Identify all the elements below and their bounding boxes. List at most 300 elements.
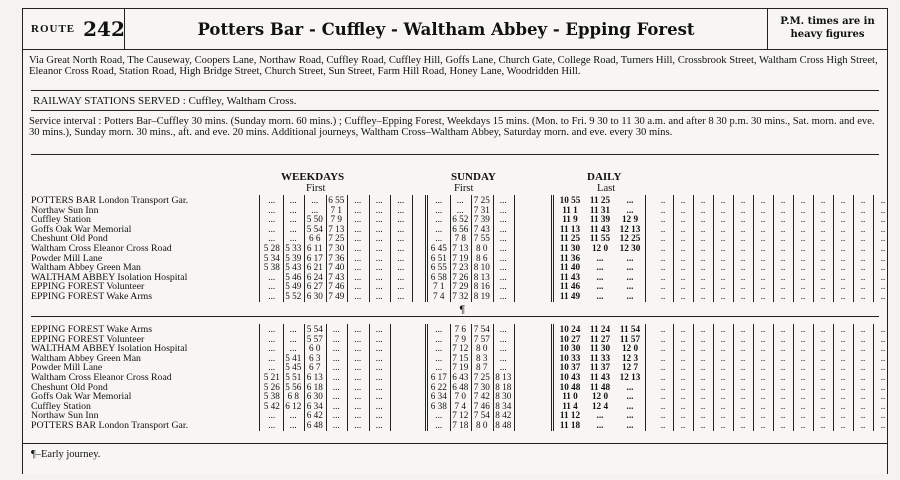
- empty-cell: ..: [740, 333, 746, 344]
- empty-cell: ..: [780, 391, 786, 402]
- column-rule: [493, 324, 494, 431]
- empty-cell: ..: [680, 352, 686, 363]
- time-cell: 7 23: [452, 262, 469, 273]
- time-cell: 6 55: [430, 262, 447, 273]
- time-cell: ...: [354, 252, 362, 263]
- empty-cell: ..: [740, 362, 746, 373]
- time-cell: ...: [435, 420, 443, 430]
- stop-name: Powder Mill Lane: [31, 363, 103, 373]
- time-cell: 6 17: [430, 372, 447, 382]
- time-cell: 12 0: [621, 343, 639, 354]
- empty-cell: ..: [660, 281, 666, 292]
- empty-cell: ..: [700, 410, 706, 421]
- stop-name: Goffs Oak War Memorial: [31, 224, 132, 235]
- empty-cell: ..: [740, 324, 746, 334]
- empty-cell: ..: [740, 223, 746, 234]
- column-rule: [514, 324, 515, 431]
- time-cell: ...: [397, 195, 405, 205]
- time-cell: ...: [268, 420, 276, 430]
- stop-name: WALTHAM ABBEY Isolation Hospital: [31, 344, 188, 354]
- empty-cell: ..: [880, 281, 886, 292]
- empty-cell: ..: [720, 281, 726, 292]
- time-cell: 7 39: [473, 214, 490, 225]
- time-cell: ...: [375, 252, 383, 263]
- column-rule: [733, 324, 734, 431]
- time-cell: ...: [375, 243, 383, 253]
- time-cell: 11 43: [559, 271, 581, 282]
- time-cell: 6 56: [452, 223, 469, 234]
- empty-cell: ..: [820, 252, 826, 263]
- column-rule: [304, 195, 305, 302]
- time-cell: 7 25: [473, 195, 490, 205]
- time-cell: 11 4: [562, 400, 578, 411]
- time-cell: ...: [456, 195, 464, 205]
- empty-cell: ..: [660, 262, 666, 273]
- time-cell: ...: [626, 391, 634, 402]
- empty-cell: ..: [820, 262, 826, 273]
- time-cell: 7 30: [328, 243, 345, 253]
- stop-name: EPPING FOREST Volunteer: [31, 282, 145, 292]
- column-rule: [733, 195, 734, 302]
- empty-cell: ..: [820, 381, 826, 392]
- column-rule: [673, 195, 674, 302]
- time-cell: 7 4: [433, 291, 445, 301]
- time-cell: 8 19: [473, 291, 490, 301]
- divider: [31, 316, 879, 317]
- empty-cell: ..: [840, 391, 846, 402]
- empty-cell: ..: [760, 420, 766, 430]
- time-cell: 8 42: [495, 410, 512, 421]
- time-cell: 7 32: [452, 291, 469, 301]
- empty-cell: ..: [820, 271, 826, 282]
- empty-cell: ..: [740, 352, 746, 363]
- empty-cell: ..: [740, 214, 746, 225]
- time-cell: 7 43: [473, 223, 490, 234]
- time-cell: 7 54: [473, 410, 490, 421]
- empty-cell: ..: [860, 271, 866, 282]
- empty-cell: ..: [680, 195, 686, 205]
- time-cell: ...: [499, 324, 507, 334]
- time-cell: ...: [268, 410, 276, 421]
- time-cell: 5 51: [285, 372, 302, 382]
- column-rule: [793, 324, 794, 431]
- time-cell: ...: [289, 324, 297, 334]
- empty-cell: ..: [700, 343, 706, 354]
- empty-cell: ..: [860, 333, 866, 344]
- empty-cell: ..: [840, 291, 846, 301]
- empty-cell: ..: [860, 214, 866, 225]
- time-cell: 5 46: [285, 271, 302, 282]
- time-cell: 11 13: [559, 223, 581, 234]
- time-cell: ...: [375, 291, 383, 301]
- empty-cell: ..: [780, 343, 786, 354]
- time-cell: ...: [375, 233, 383, 244]
- time-cell: ...: [596, 262, 604, 273]
- empty-cell: ..: [840, 324, 846, 334]
- empty-cell: ..: [880, 420, 886, 430]
- time-cell: 5 39: [285, 252, 302, 263]
- time-cell: ...: [435, 362, 443, 373]
- empty-cell: ..: [860, 233, 866, 244]
- column-rule: [304, 324, 305, 431]
- time-cell: ...: [435, 233, 443, 244]
- empty-cell: ..: [700, 252, 706, 263]
- empty-cell: ..: [760, 204, 766, 215]
- time-cell: 8 13: [495, 372, 512, 382]
- empty-cell: ..: [880, 352, 886, 363]
- time-cell: 5 57: [306, 333, 323, 344]
- empty-cell: ..: [660, 410, 666, 421]
- column-rule: [873, 324, 874, 431]
- empty-cell: ..: [700, 362, 706, 373]
- empty-cell: ..: [840, 352, 846, 363]
- time-cell: ...: [499, 204, 507, 215]
- empty-cell: ..: [680, 410, 686, 421]
- empty-cell: ..: [840, 372, 846, 382]
- section-rule: [551, 324, 554, 431]
- empty-cell: ..: [760, 333, 766, 344]
- empty-cell: ..: [760, 233, 766, 244]
- empty-cell: ..: [720, 362, 726, 373]
- time-cell: ...: [596, 252, 604, 263]
- stop-name: Cheshunt Old Pond: [31, 234, 108, 244]
- time-cell: 12 7: [621, 362, 639, 373]
- empty-cell: ..: [740, 195, 746, 205]
- time-cell: ...: [626, 400, 634, 411]
- empty-cell: ..: [840, 252, 846, 263]
- time-cell: 8 6: [476, 252, 488, 263]
- time-cell: ...: [375, 410, 383, 421]
- time-cell: ...: [397, 223, 405, 234]
- time-cell: 6 3: [309, 352, 321, 363]
- empty-cell: ..: [660, 243, 666, 253]
- column-rule: [753, 195, 754, 302]
- empty-cell: ..: [760, 391, 766, 402]
- empty-cell: ..: [720, 420, 726, 430]
- empty-cell: ..: [820, 195, 826, 205]
- empty-cell: ..: [860, 262, 866, 273]
- empty-cell: ..: [680, 362, 686, 373]
- sunday-sub: First: [454, 183, 474, 194]
- empty-cell: ..: [680, 271, 686, 282]
- time-cell: ...: [397, 214, 405, 225]
- time-cell: ...: [435, 214, 443, 225]
- empty-cell: ..: [700, 233, 706, 244]
- empty-cell: ..: [700, 400, 706, 411]
- time-cell: ...: [626, 291, 634, 301]
- empty-cell: ..: [680, 400, 686, 411]
- column-rule: [259, 195, 260, 302]
- empty-cell: ..: [660, 223, 666, 234]
- time-cell: ...: [354, 400, 362, 411]
- empty-cell: ..: [720, 204, 726, 215]
- column-rule: [369, 195, 370, 302]
- time-cell: 10 24: [559, 324, 581, 334]
- time-cell: ...: [289, 195, 297, 205]
- time-cell: 8 10: [473, 262, 490, 273]
- footnote: ¶–Early journey.: [31, 449, 101, 460]
- column-rule: [833, 195, 834, 302]
- empty-cell: ..: [700, 352, 706, 363]
- time-cell: ...: [375, 324, 383, 334]
- time-cell: 6 48: [306, 420, 323, 430]
- empty-cell: ..: [880, 381, 886, 392]
- empty-cell: ..: [780, 352, 786, 363]
- empty-cell: ..: [780, 223, 786, 234]
- empty-cell: ..: [700, 324, 706, 334]
- empty-cell: ..: [720, 391, 726, 402]
- time-cell: 7 57: [473, 333, 490, 344]
- empty-cell: ..: [820, 233, 826, 244]
- empty-cell: ..: [720, 352, 726, 363]
- time-cell: 8 3: [476, 352, 488, 363]
- time-cell: 6 30: [306, 291, 323, 301]
- time-cell: ...: [268, 324, 276, 334]
- empty-cell: ..: [820, 362, 826, 373]
- empty-cell: ..: [760, 262, 766, 273]
- column-rule: [493, 195, 494, 302]
- time-cell: ...: [268, 291, 276, 301]
- empty-cell: ..: [840, 243, 846, 253]
- empty-cell: ..: [660, 362, 666, 373]
- time-cell: 7 49: [328, 291, 345, 301]
- empty-cell: ..: [760, 195, 766, 205]
- time-cell: 7 55: [473, 233, 490, 244]
- time-cell: 6 24: [306, 271, 323, 282]
- empty-cell: ..: [860, 391, 866, 402]
- empty-cell: ..: [780, 410, 786, 421]
- empty-cell: ..: [780, 381, 786, 392]
- column-rule: [773, 195, 774, 302]
- time-cell: 7 43: [328, 271, 345, 282]
- column-rule: [390, 324, 391, 431]
- time-cell: ...: [354, 233, 362, 244]
- empty-cell: ..: [800, 252, 806, 263]
- empty-cell: ..: [720, 252, 726, 263]
- pm-note: P.M. times are in heavy figures: [767, 9, 887, 49]
- time-cell: ...: [354, 420, 362, 430]
- time-cell: ...: [456, 204, 464, 215]
- column-rule: [873, 195, 874, 302]
- empty-cell: ..: [720, 233, 726, 244]
- time-cell: 12 0: [591, 391, 609, 402]
- time-cell: ...: [375, 204, 383, 215]
- empty-cell: ..: [680, 233, 686, 244]
- empty-cell: ..: [880, 291, 886, 301]
- time-cell: 6 22: [430, 381, 447, 392]
- time-cell: 10 43: [559, 372, 581, 382]
- empty-cell: ..: [840, 223, 846, 234]
- empty-cell: ..: [820, 243, 826, 253]
- column-rule: [326, 324, 327, 431]
- time-cell: ...: [397, 271, 405, 282]
- time-cell: ...: [354, 281, 362, 292]
- route-label: ROUTE: [31, 23, 76, 35]
- column-rule: [390, 195, 391, 302]
- time-cell: ...: [289, 420, 297, 430]
- empty-cell: ..: [720, 195, 726, 205]
- time-cell: ...: [435, 333, 443, 344]
- time-cell: ...: [354, 262, 362, 273]
- time-cell: 8 7: [476, 362, 488, 373]
- time-cell: 6 13: [306, 372, 323, 382]
- time-cell: 8 0: [476, 420, 488, 430]
- empty-cell: ..: [660, 324, 666, 334]
- time-cell: ...: [354, 195, 362, 205]
- time-cell: 11 43: [589, 223, 611, 234]
- empty-cell: ..: [680, 252, 686, 263]
- empty-cell: ..: [660, 291, 666, 301]
- empty-cell: ..: [760, 243, 766, 253]
- time-cell: 6 12: [285, 400, 302, 411]
- empty-cell: ..: [880, 214, 886, 225]
- empty-cell: ..: [780, 362, 786, 373]
- empty-cell: ..: [880, 195, 886, 205]
- time-cell: 7 0: [454, 391, 466, 402]
- time-cell: ...: [626, 420, 634, 430]
- column-rule: [471, 324, 472, 431]
- empty-cell: ..: [840, 195, 846, 205]
- empty-cell: ..: [680, 291, 686, 301]
- time-cell: ...: [499, 223, 507, 234]
- time-cell: 6 34: [430, 391, 447, 402]
- empty-cell: ..: [820, 204, 826, 215]
- empty-cell: ..: [700, 372, 706, 382]
- time-cell: 8 0: [476, 343, 488, 354]
- time-cell: 11 33: [589, 352, 611, 363]
- time-cell: ...: [268, 223, 276, 234]
- time-cell: 7 9: [330, 214, 342, 225]
- empty-cell: ..: [820, 281, 826, 292]
- empty-cell: ..: [680, 214, 686, 225]
- empty-cell: ..: [780, 400, 786, 411]
- empty-cell: ..: [680, 372, 686, 382]
- time-cell: 6 52: [452, 214, 469, 225]
- time-cell: ...: [268, 233, 276, 244]
- time-cell: ...: [354, 410, 362, 421]
- railway-stations: RAILWAY STATIONS SERVED : Cuffley, Waltham Cross.: [33, 95, 297, 107]
- empty-cell: ..: [680, 420, 686, 430]
- empty-cell: ..: [740, 271, 746, 282]
- empty-cell: ..: [720, 262, 726, 273]
- empty-cell: ..: [880, 252, 886, 263]
- time-cell: 5 34: [263, 252, 280, 263]
- empty-cell: ..: [700, 271, 706, 282]
- time-cell: ...: [332, 343, 340, 354]
- empty-cell: ..: [840, 362, 846, 373]
- empty-cell: ..: [780, 262, 786, 273]
- time-cell: 7 25: [473, 372, 490, 382]
- empty-cell: ..: [680, 223, 686, 234]
- time-cell: 6 43: [452, 372, 469, 382]
- time-cell: 7 42: [473, 391, 490, 402]
- time-cell: ...: [397, 233, 405, 244]
- time-cell: ...: [397, 262, 405, 273]
- time-cell: ...: [626, 271, 634, 282]
- time-cell: 10 30: [559, 343, 581, 354]
- time-cell: ...: [375, 352, 383, 363]
- empty-cell: ..: [780, 204, 786, 215]
- column-rule: [793, 195, 794, 302]
- empty-cell: ..: [680, 381, 686, 392]
- time-cell: 7 12: [452, 343, 469, 354]
- time-cell: ...: [626, 281, 634, 292]
- empty-cell: ..: [780, 420, 786, 430]
- stop-name: Waltham Abbey Green Man: [31, 263, 141, 273]
- time-cell: 7 12: [452, 410, 469, 421]
- empty-cell: ..: [820, 223, 826, 234]
- column-rule: [713, 324, 714, 431]
- time-cell: ...: [499, 214, 507, 225]
- empty-cell: ..: [860, 400, 866, 411]
- time-cell: 8 34: [495, 400, 512, 411]
- column-rule: [514, 195, 515, 302]
- empty-cell: ..: [800, 243, 806, 253]
- column-rule: [693, 324, 694, 431]
- time-cell: 11 49: [559, 291, 581, 301]
- stop-name: Cuffley Station: [31, 401, 91, 412]
- time-cell: 10 37: [559, 362, 581, 373]
- empty-cell: ..: [740, 391, 746, 402]
- time-cell: 7 40: [328, 262, 345, 273]
- time-cell: 11 0: [562, 391, 578, 402]
- empty-cell: ..: [760, 343, 766, 354]
- time-cell: ...: [375, 195, 383, 205]
- empty-cell: ..: [780, 195, 786, 205]
- time-cell: ...: [435, 223, 443, 234]
- time-cell: 7 1: [433, 281, 445, 292]
- time-cell: 11 48: [589, 381, 611, 392]
- time-cell: ...: [499, 252, 507, 263]
- route-title: Potters Bar - Cuffley - Waltham Abbey - Epping Forest: [197, 19, 695, 39]
- time-cell: 10 27: [559, 333, 581, 344]
- empty-cell: ..: [880, 343, 886, 354]
- time-cell: 12 25: [619, 233, 641, 244]
- empty-cell: ..: [720, 381, 726, 392]
- time-cell: 11 37: [589, 362, 611, 373]
- time-cell: ...: [332, 381, 340, 392]
- time-cell: ...: [289, 204, 297, 215]
- empty-cell: ..: [880, 391, 886, 402]
- time-cell: ...: [268, 214, 276, 225]
- time-cell: 8 30: [495, 391, 512, 402]
- time-cell: ...: [375, 381, 383, 392]
- time-cell: ...: [596, 271, 604, 282]
- time-cell: ...: [311, 195, 319, 205]
- time-cell: 5 49: [285, 281, 302, 292]
- time-cell: ...: [596, 281, 604, 292]
- empty-cell: ..: [760, 362, 766, 373]
- time-cell: 7 29: [452, 281, 469, 292]
- time-cell: 7 25: [328, 233, 345, 244]
- time-cell: ...: [397, 291, 405, 301]
- time-cell: 11 25: [589, 195, 611, 205]
- empty-cell: ..: [700, 223, 706, 234]
- time-cell: ...: [268, 204, 276, 215]
- column-rule: [369, 324, 370, 431]
- time-cell: ...: [289, 343, 297, 354]
- empty-cell: ..: [860, 343, 866, 354]
- sunday-title: SUNDAY: [451, 171, 496, 183]
- time-cell: ...: [289, 333, 297, 344]
- empty-cell: ..: [680, 243, 686, 253]
- time-cell: 11 31: [589, 204, 611, 215]
- empty-cell: ..: [800, 400, 806, 411]
- empty-cell: ..: [800, 420, 806, 430]
- empty-cell: ..: [740, 343, 746, 354]
- empty-cell: ..: [660, 381, 666, 392]
- empty-cell: ..: [860, 362, 866, 373]
